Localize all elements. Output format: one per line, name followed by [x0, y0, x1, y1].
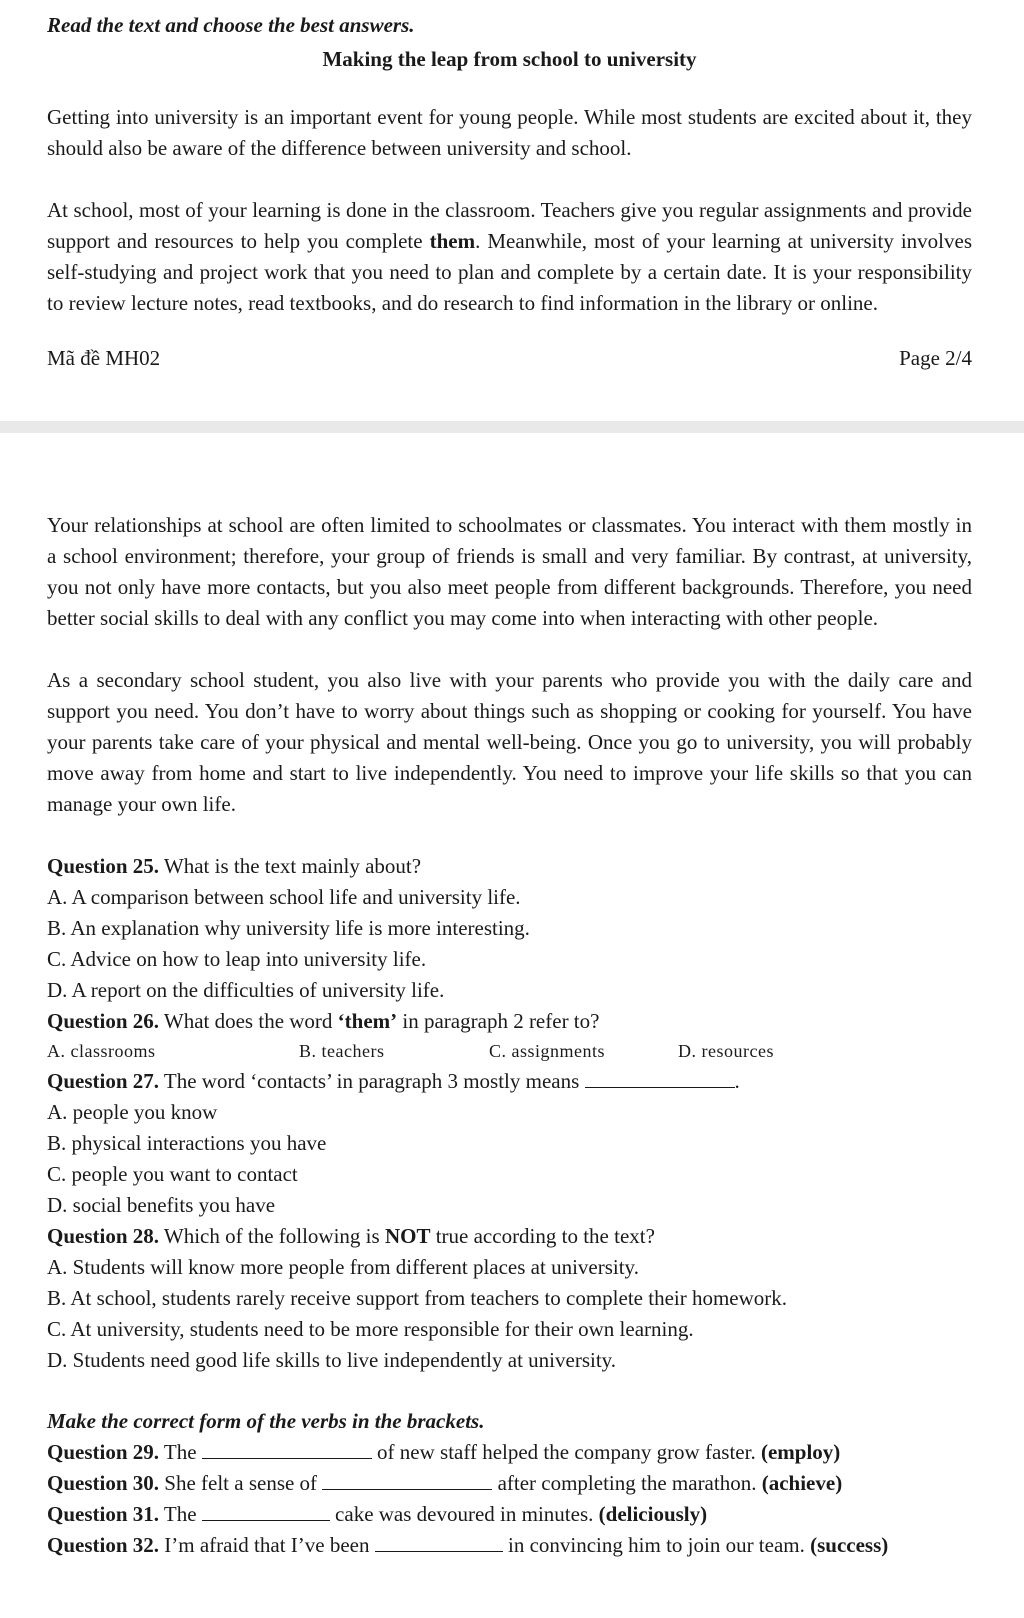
q28-option-b: B. At school, students rarely receive support from teachers to complete their homework. [47, 1286, 788, 1310]
bold-them: them [429, 229, 476, 253]
q26-options [47, 1037, 972, 1066]
q26-option-c: C. assignments [489, 1041, 606, 1061]
question-26: Question 26. What does the word ‘them’ in paragraph 2 refer to? [47, 1009, 600, 1033]
answer-blank [322, 1469, 492, 1490]
q25-option-a: A. A comparison between school life and university life. [47, 885, 521, 909]
page-2-top [47, 510, 972, 1561]
q25-option-c: C. Advice on how to leap into university life. [47, 947, 427, 971]
q26-option-a: A. classrooms [47, 1041, 156, 1061]
paragraph-1: Getting into university is an important event for young people. While most students are excited about it, they should also be aware of the difference between university and school. [47, 105, 972, 160]
q25-option-b: B. An explanation why university life is more interesting. [47, 916, 530, 940]
answer-blank [202, 1438, 372, 1459]
q27-option-d: D. social benefits you have [47, 1193, 276, 1217]
page-1-bottom [47, 8, 972, 374]
paragraph-4: As a secondary school student, you also live with your parents who provide you with the daily care and support you need. You don’t have to worry about things such as shopping or cooking for yourself. You have your parents take care of your physical and mental well-being. Once you go to university, you will probably move away from home and start to live independently. You need to improve your life skills so that you can manage your own life. [47, 668, 972, 816]
answer-blank [202, 1500, 330, 1521]
q27-option-c: C. people you want to contact [47, 1162, 298, 1186]
question-27: Question 27. The word ‘contacts’ in paragraph 3 mostly means . [47, 1069, 740, 1093]
passage-title: Making the leap from school to university [322, 47, 697, 71]
q27-option-b: B. physical interactions you have [47, 1131, 327, 1155]
exam-code: Mã đề MH02 [47, 346, 161, 370]
q28-option-a: A. Students will know more people from different places at university. [47, 1255, 639, 1279]
reading-instruction: Read the text and choose the best answers. [47, 13, 415, 37]
question-30: Question 30. She felt a sense of after completing the marathon. (achieve) [47, 1471, 843, 1495]
paragraph-2: At school, most of your learning is done in the classroom. Teachers give you regular assignments and provide support and resources to help you complete them. Meanwhile, most of your learning at university involves self-studying and project work that you need to plan and complete by a certain date. It is your responsibility to review lecture notes, read textbooks, and do research to find information in the library or online. [47, 198, 972, 315]
q26-option-b: B. teachers [299, 1041, 385, 1061]
question-29: Question 29. The of new staff helped the company grow faster. (employ) [47, 1440, 841, 1464]
page-separator [0, 421, 1024, 433]
q25-option-d: D. A report on the difficulties of university life. [47, 978, 445, 1002]
answer-blank [585, 1067, 735, 1088]
question-25: Question 25. What is the text mainly about? [47, 854, 422, 878]
paragraph-3: Your relationships at school are often limited to schoolmates or classmates. You interact with them mostly in a school environment; therefore, your group of friends is small and very familiar. By contrast, at university, you not only have more contacts, but you also meet people from different backgrounds. Therefore, you need better social skills to deal with any conflict you may come into when interacting with other people. [47, 513, 972, 630]
page-number: Page 2/4 [899, 346, 972, 370]
q26-option-d: D. resources [678, 1041, 774, 1061]
answer-blank [375, 1531, 503, 1552]
question-28: Question 28. Which of the following is NOT true according to the text? [47, 1224, 655, 1248]
q28-option-d: D. Students need good life skills to live independently at university. [47, 1348, 617, 1372]
page-footer [47, 343, 972, 374]
question-31: Question 31. The cake was devoured in minutes. (deliciously) [47, 1502, 708, 1526]
q28-option-c: C. At university, students need to be more responsible for their own learning. [47, 1317, 694, 1341]
question-32: Question 32. I’m afraid that I’ve been in convincing him to join our team. (success) [47, 1533, 889, 1557]
q27-option-a: A. people you know [47, 1100, 218, 1124]
verb-form-instruction: Make the correct form of the verbs in the brackets. [47, 1409, 485, 1433]
